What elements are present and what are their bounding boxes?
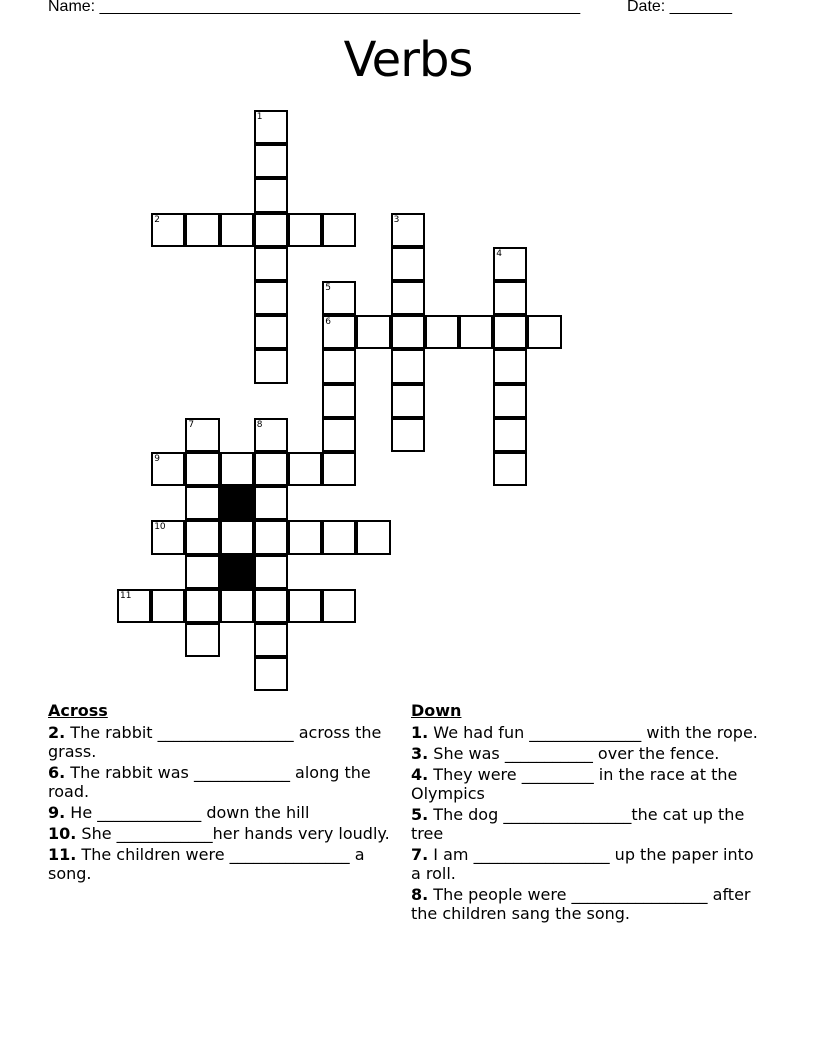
grid-cell[interactable]	[220, 520, 254, 554]
grid-cell[interactable]	[254, 555, 288, 589]
grid-cell[interactable]	[322, 452, 356, 486]
black-cell	[220, 486, 254, 520]
page-title: Verbs	[343, 32, 473, 88]
grid-cell[interactable]	[254, 589, 288, 623]
grid-cell[interactable]	[493, 281, 527, 315]
grid-cell[interactable]	[254, 281, 288, 315]
cell-number: 11	[120, 590, 132, 601]
black-cell	[220, 555, 254, 589]
grid-cell[interactable]	[493, 349, 527, 383]
grid-cell[interactable]	[391, 247, 425, 281]
clue-number: 11.	[48, 845, 77, 864]
cell-number: 5	[325, 283, 331, 293]
grid-cell[interactable]	[356, 315, 390, 349]
grid-cell[interactable]	[254, 110, 288, 144]
grid-cell[interactable]	[527, 315, 561, 349]
grid-cell[interactable]	[493, 315, 527, 349]
clue-down-8	[411, 885, 761, 923]
clue-number: 7.	[411, 845, 429, 864]
grid-cell[interactable]	[254, 418, 288, 452]
clue-across-10	[48, 824, 393, 843]
grid-cell[interactable]	[254, 213, 288, 247]
across-clues	[48, 701, 393, 885]
grid-cell[interactable]	[151, 452, 185, 486]
grid-cell[interactable]	[185, 589, 219, 623]
clue-down-1	[411, 723, 761, 742]
clue-number: 5.	[411, 805, 429, 824]
grid-cell[interactable]	[151, 520, 185, 554]
clue-text: The children were _______________ a song.	[48, 845, 365, 883]
clue-text: They were _________ in the race at the Olympics	[411, 765, 738, 803]
name-field[interactable]: Name: ______________________________________________________	[48, 0, 581, 15]
clue-text: I am _________________ up the paper into a roll.	[411, 845, 754, 883]
grid-cell[interactable]	[391, 418, 425, 452]
clue-down-3	[411, 744, 761, 763]
clue-across-9	[48, 803, 393, 822]
clue-text: We had fun ______________ with the rope.	[428, 723, 758, 742]
grid-cell[interactable]	[254, 452, 288, 486]
clue-number: 8.	[411, 885, 429, 904]
cell-number: 10	[154, 522, 166, 533]
grid-cell[interactable]	[254, 178, 288, 212]
clue-text: She ____________her hands very loudly.	[76, 824, 390, 843]
grid-cell[interactable]	[288, 520, 322, 554]
grid-cell[interactable]	[322, 418, 356, 452]
grid-cell[interactable]	[220, 452, 254, 486]
clue-number: 9.	[48, 803, 66, 822]
clue-number: 10.	[48, 824, 77, 843]
clue-across-11	[48, 845, 393, 883]
cell-number: 1	[256, 112, 263, 122]
grid-cell[interactable]	[288, 589, 322, 623]
grid-cell[interactable]	[185, 520, 219, 554]
clue-number: 6.	[48, 763, 66, 782]
grid-cell[interactable]	[117, 589, 151, 623]
clue-down-4	[411, 765, 761, 803]
cell-number: 3	[393, 214, 400, 225]
grid-cell[interactable]	[322, 589, 356, 623]
grid-cell[interactable]	[493, 247, 527, 281]
grid-cell[interactable]	[220, 213, 254, 247]
grid-cell[interactable]	[391, 384, 425, 418]
grid-cell[interactable]	[185, 623, 219, 657]
grid-cell[interactable]	[493, 384, 527, 418]
grid-cell[interactable]	[356, 520, 390, 554]
cell-number: 8	[256, 419, 263, 430]
grid-cell[interactable]	[425, 315, 459, 349]
grid-cell[interactable]	[151, 213, 185, 247]
grid-cell[interactable]	[254, 623, 288, 657]
clue-number: 3.	[411, 744, 429, 763]
grid-cell[interactable]	[185, 486, 219, 520]
grid-cell[interactable]	[220, 589, 254, 623]
clue-text: He _____________ down the hill	[65, 803, 310, 822]
down-clues	[411, 701, 761, 925]
cell-number: 7	[188, 419, 195, 430]
grid-cell[interactable]	[493, 418, 527, 452]
grid-cell[interactable]	[322, 520, 356, 554]
grid-cell[interactable]	[288, 213, 322, 247]
clue-text: The dog ________________the cat up the tree	[411, 805, 745, 843]
grid-cell[interactable]	[254, 315, 288, 349]
grid-cell[interactable]	[459, 315, 493, 349]
grid-cell[interactable]	[254, 657, 288, 691]
clue-text: She was ___________ over the fence.	[428, 744, 720, 763]
grid-cell[interactable]	[151, 589, 185, 623]
grid-cell[interactable]	[254, 349, 288, 383]
grid-cell[interactable]	[185, 555, 219, 589]
clue-number: 1.	[411, 723, 429, 742]
grid-cell[interactable]	[254, 486, 288, 520]
clue-text: The people were _________________ after the children sang the song.	[411, 885, 751, 923]
grid-cell[interactable]	[254, 247, 288, 281]
cell-number: 4	[496, 248, 502, 259]
grid-cell[interactable]	[288, 452, 322, 486]
clue-across-6	[48, 763, 393, 801]
clue-down-5	[411, 805, 761, 843]
grid-cell[interactable]	[322, 315, 356, 349]
grid-cell[interactable]	[185, 418, 219, 452]
date-field[interactable]: Date: _______	[627, 0, 732, 15]
clue-down-7	[411, 845, 761, 883]
clue-number: 2.	[48, 723, 66, 742]
clue-text: The rabbit was ____________ along the road.	[48, 763, 371, 801]
grid-cell[interactable]	[322, 349, 356, 383]
grid-cell[interactable]	[254, 520, 288, 554]
grid-cell[interactable]	[322, 281, 356, 315]
grid-cell[interactable]	[322, 213, 356, 247]
name-date-header	[48, 0, 732, 16]
down-heading: Down	[411, 701, 462, 720]
clue-text: The rabbit _________________ across the grass.	[48, 723, 382, 761]
grid-cell[interactable]	[391, 315, 425, 349]
cell-number: 9	[154, 454, 160, 464]
grid-cell[interactable]	[254, 144, 288, 178]
cell-number: 6	[325, 317, 331, 328]
clue-number: 4.	[411, 765, 429, 784]
grid-cell[interactable]	[322, 384, 356, 418]
grid-cell[interactable]	[391, 349, 425, 383]
clue-across-2	[48, 723, 393, 761]
grid-cell[interactable]	[185, 213, 219, 247]
cell-number: 2	[154, 214, 160, 225]
grid-cell[interactable]	[391, 281, 425, 315]
grid-cell[interactable]	[493, 452, 527, 486]
grid-cell[interactable]	[185, 452, 219, 486]
grid-cell[interactable]	[391, 213, 425, 247]
across-heading: Across	[48, 701, 108, 720]
